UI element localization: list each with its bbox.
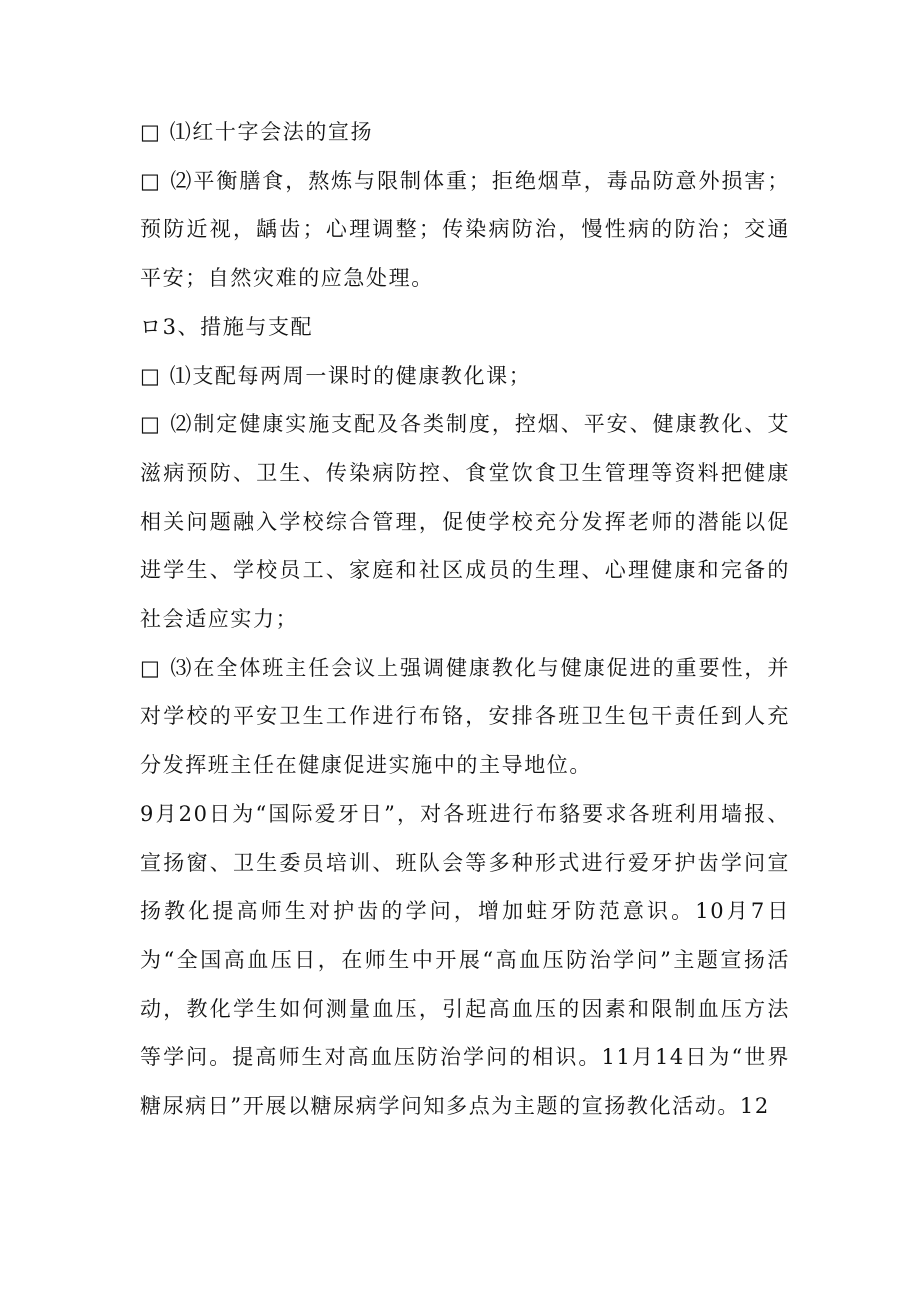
paragraph-item-1: □ ⑴红十字会法的宣扬	[140, 120, 374, 144]
paragraph-body: 9月20日为“国际爱牙日”，对各班进行布貉要求各班利用墙报、宣扬窗、卫生委员培训、班队会等多种形式进行爱牙护齿学问宣扬教化提高师生对护齿的学问，增加蛀牙防范意识。10月7日为“全国高血压日，在师生中开展“高血压防治学问”主题宣扬活动，教化学生如何测量血压，引起高血压的因素和限制血压方法等学问。提高师生对高血压防治学问的相识。11月14日为“世界糖尿病日”开展以糖尿病学问知多点为主题的宣扬教化活动。12	[140, 801, 790, 1119]
section-heading: ロ3、措施与支配	[140, 314, 314, 339]
paragraph-item-2: □ ⑵平衡膳食，熬炼与限制体重；拒绝烟草，毒品防意外损害；预防近视，龋齿；心理调整；传染病防治，慢性病的防治；交通平安；自然灾难的应急处理。	[140, 168, 790, 291]
document-body	[140, 108, 790, 1131]
paragraph-item-5: □ ⑶在全体班主任会议上强调健康教化与健康促进的重要性，并对学校的平安卫生工作进行布铬，安排各班卫生包干责任到人充分发挥班主任在健康促进实施中的主导地位。	[140, 655, 790, 778]
paragraph-item-3: □ ⑴支配每两周一课时的健康教化课；	[140, 363, 532, 388]
paragraph-item-4: □ ⑵制定健康实施支配及各类制度，控烟、平安、健康教化、艾滋病预防、卫生、传染病防控、食堂饮食卫生管理等资料把健康相关问题融入学校综合管理，促使学校充分发挥老师的潜能以促进学生、学校员工、家庭和社区成员的生理、心理健康和完备的社会适应实力；	[140, 412, 790, 632]
